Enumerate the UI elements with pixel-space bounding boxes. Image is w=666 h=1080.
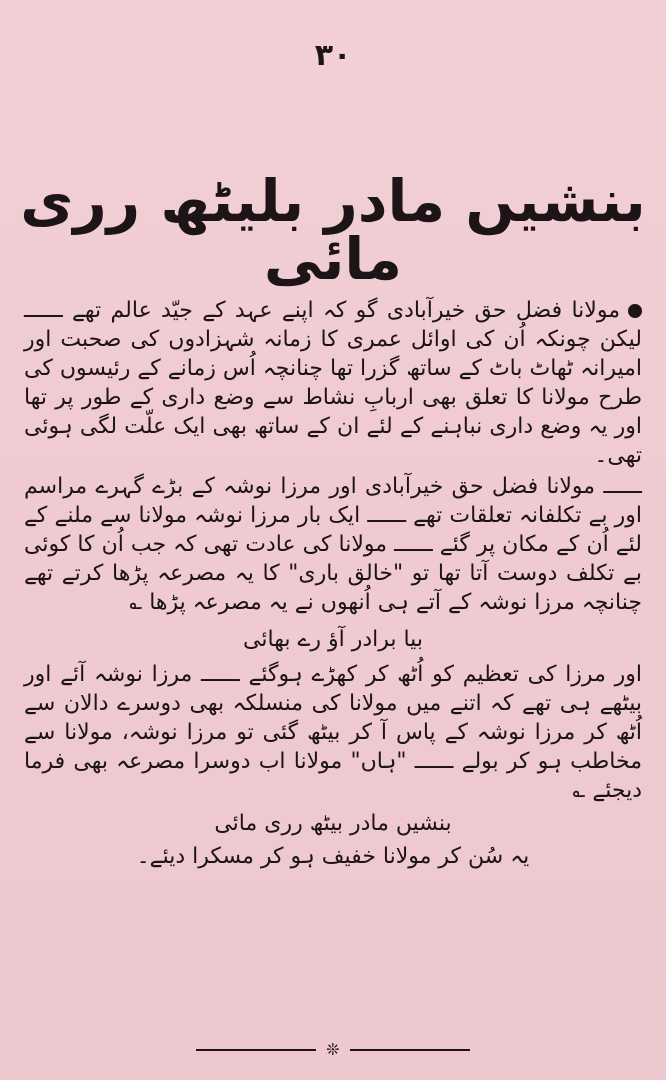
bullet-icon xyxy=(628,304,642,318)
paragraph-3: اور مرزا کی تعظیم کو اُٹھ کر کھڑے ہوگئے ــــــ مرزا نوشہ آئے اور بیٹھے ہی تھے کہ اتنے میں مولانا کی منسلکہ بھی دوسرے دالان سے اُٹھ کر مرزا نوشہ کے پاس آ کر بیٹھ گئی تو مرزا نوشہ، مولانا سے مخاطب ہو کر بولے ــــــ "ہاں" مولانا اب دوسرا مصرعہ بھی فرما دیجئے ؎ xyxy=(24,662,642,803)
paragraph-2: ــــــ مولانا فضل حق خیرآبادی اور مرزا نوشہ کے بڑے گہرے مراسم اور بے تکلفانہ تعلقات تھے ــــــ ایک بار مرزا نوشہ مولانا سے ملنے کے لئے اُن کے مکان پر گئے ــــــ مولانا کی عادت تھی کہ جب اُن کا کوئی بے تکلف دوست آتا تھا تو "خالق باری" کا یہ مصرعہ پڑھا کرتے تھے چنانچہ مرزا نوشہ کے آتے ہی اُنھوں نے یہ مصرعہ پڑھا ؎ xyxy=(24,474,642,615)
ornament-rule-right xyxy=(350,1049,470,1051)
footer-ornament xyxy=(0,1040,666,1059)
verse-line-1: بیا برادر آؤ رے بھائی xyxy=(243,627,423,652)
page-number: ۳۰ xyxy=(314,38,352,73)
page-title: بنشیں مادر بلیٹھ رری مائی xyxy=(20,167,646,293)
ornament-icon: ❊ xyxy=(326,1040,340,1059)
paragraph-4: یہ سُن کر مولانا خفیف ہو کر مسکرا دیئے۔ xyxy=(136,844,530,869)
verse-line-2: بنشیں مادر بیٹھ رری مائی xyxy=(214,811,452,836)
paragraph-1 xyxy=(24,296,642,470)
ornament-rule-left xyxy=(196,1049,316,1051)
paragraph-1-text: مولانا فضل حق خیرآبادی گو کہ اپنے عہد کے جیّد عالم تھے ــــــ لیکن چونکہ اُن کی اوائل عمری کا زمانہ شہزادوں کی صحبت اور امیرانہ ٹھاٹ باٹ کے ساتھ گزرا تھا چنانچہ اُس زمانے کے رئیسوں کی طرح مولانا کا تعلق بھی اربابِ نشاط سے وضع داری کے طور پر تھا اور یہ وضع داری نباہنے کے لئے ان کے ساتھ بھی ایک علّت لگی ہوئی تھی۔ xyxy=(24,298,642,468)
body-text xyxy=(24,296,642,871)
